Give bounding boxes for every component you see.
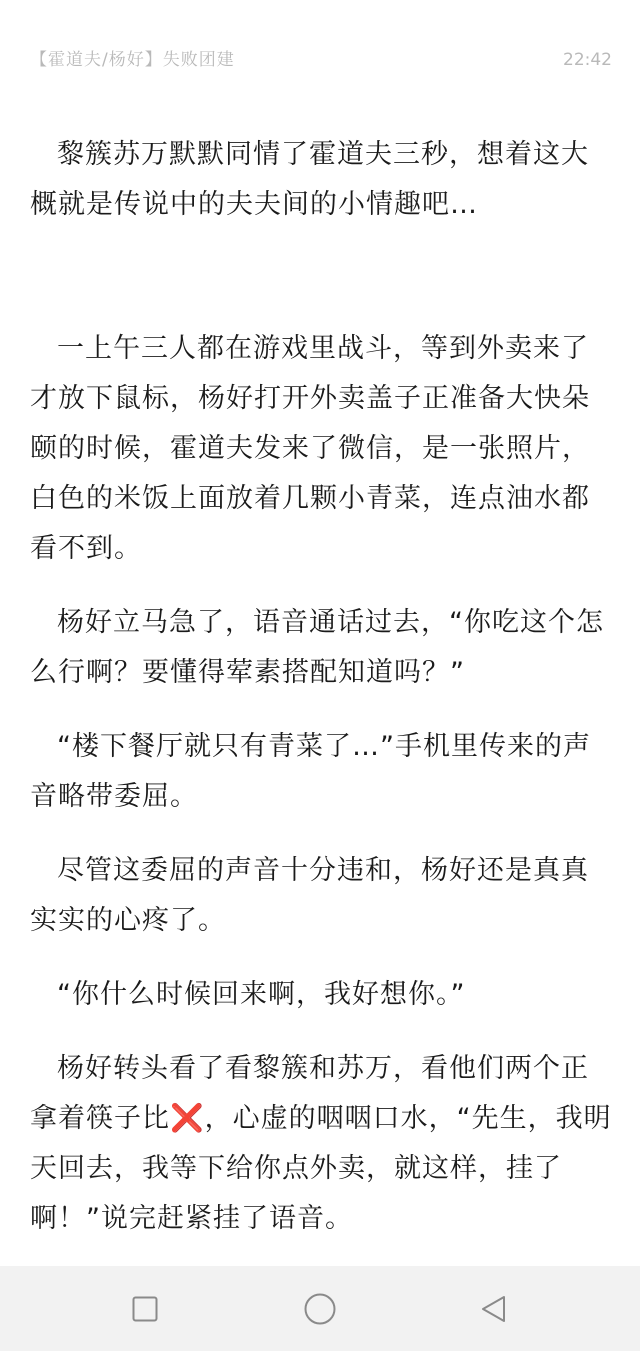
triangle-back-icon [479, 1294, 509, 1324]
chapter-title: 【霍道夫/杨好】失败团建 [30, 50, 235, 70]
chapter-content [30, 130, 614, 1244]
paragraph: “你什么时候回来啊，我好想你。” [57, 979, 466, 1010]
paragraph-text: ，心虚的咽咽口水，“先生，我明天回去，我等下给你点外卖，就这样，挂了啊！”说完赶紧挂了语音。 [30, 1103, 612, 1234]
system-nav-bar [0, 1266, 640, 1351]
recent-apps-button[interactable] [129, 1293, 161, 1325]
back-button[interactable] [478, 1293, 510, 1325]
home-button[interactable] [304, 1293, 336, 1325]
reader-header [0, 44, 640, 76]
paragraph: 一上午三人都在游戏里战斗，等到外卖来了才放下鼠标，杨好打开外卖盖子正准备大快朵颐的时候，霍道夫发来了微信，是一张照片，白色的米饭上面放着几颗小青菜，连点油水都看不到。 [30, 333, 590, 564]
paragraph-text: 杨好转头看了看黎簇和苏万，看他们两个正拿着筷子比 [30, 1053, 589, 1134]
paragraph [30, 1044, 614, 1244]
clock: 22:42 [563, 50, 612, 70]
paragraph: 尽管这委屈的声音十分违和，杨好还是真真实实的心疼了。 [30, 855, 589, 936]
paragraph: 黎簇苏万默默同情了霍道夫三秒，想着这大概就是传说中的夫夫间的小情趣吧… [30, 139, 589, 220]
circle-icon [304, 1293, 336, 1325]
paragraph: 杨好立马急了，语音通话过去，“你吃这个怎么行啊？要懂得荤素搭配知道吗？” [30, 607, 604, 688]
paragraph: “楼下餐厅就只有青菜了…”手机里传来的声音略带委屈。 [30, 731, 591, 812]
square-icon [132, 1296, 158, 1322]
cross-mark-emoji: ❌ [170, 1103, 205, 1134]
